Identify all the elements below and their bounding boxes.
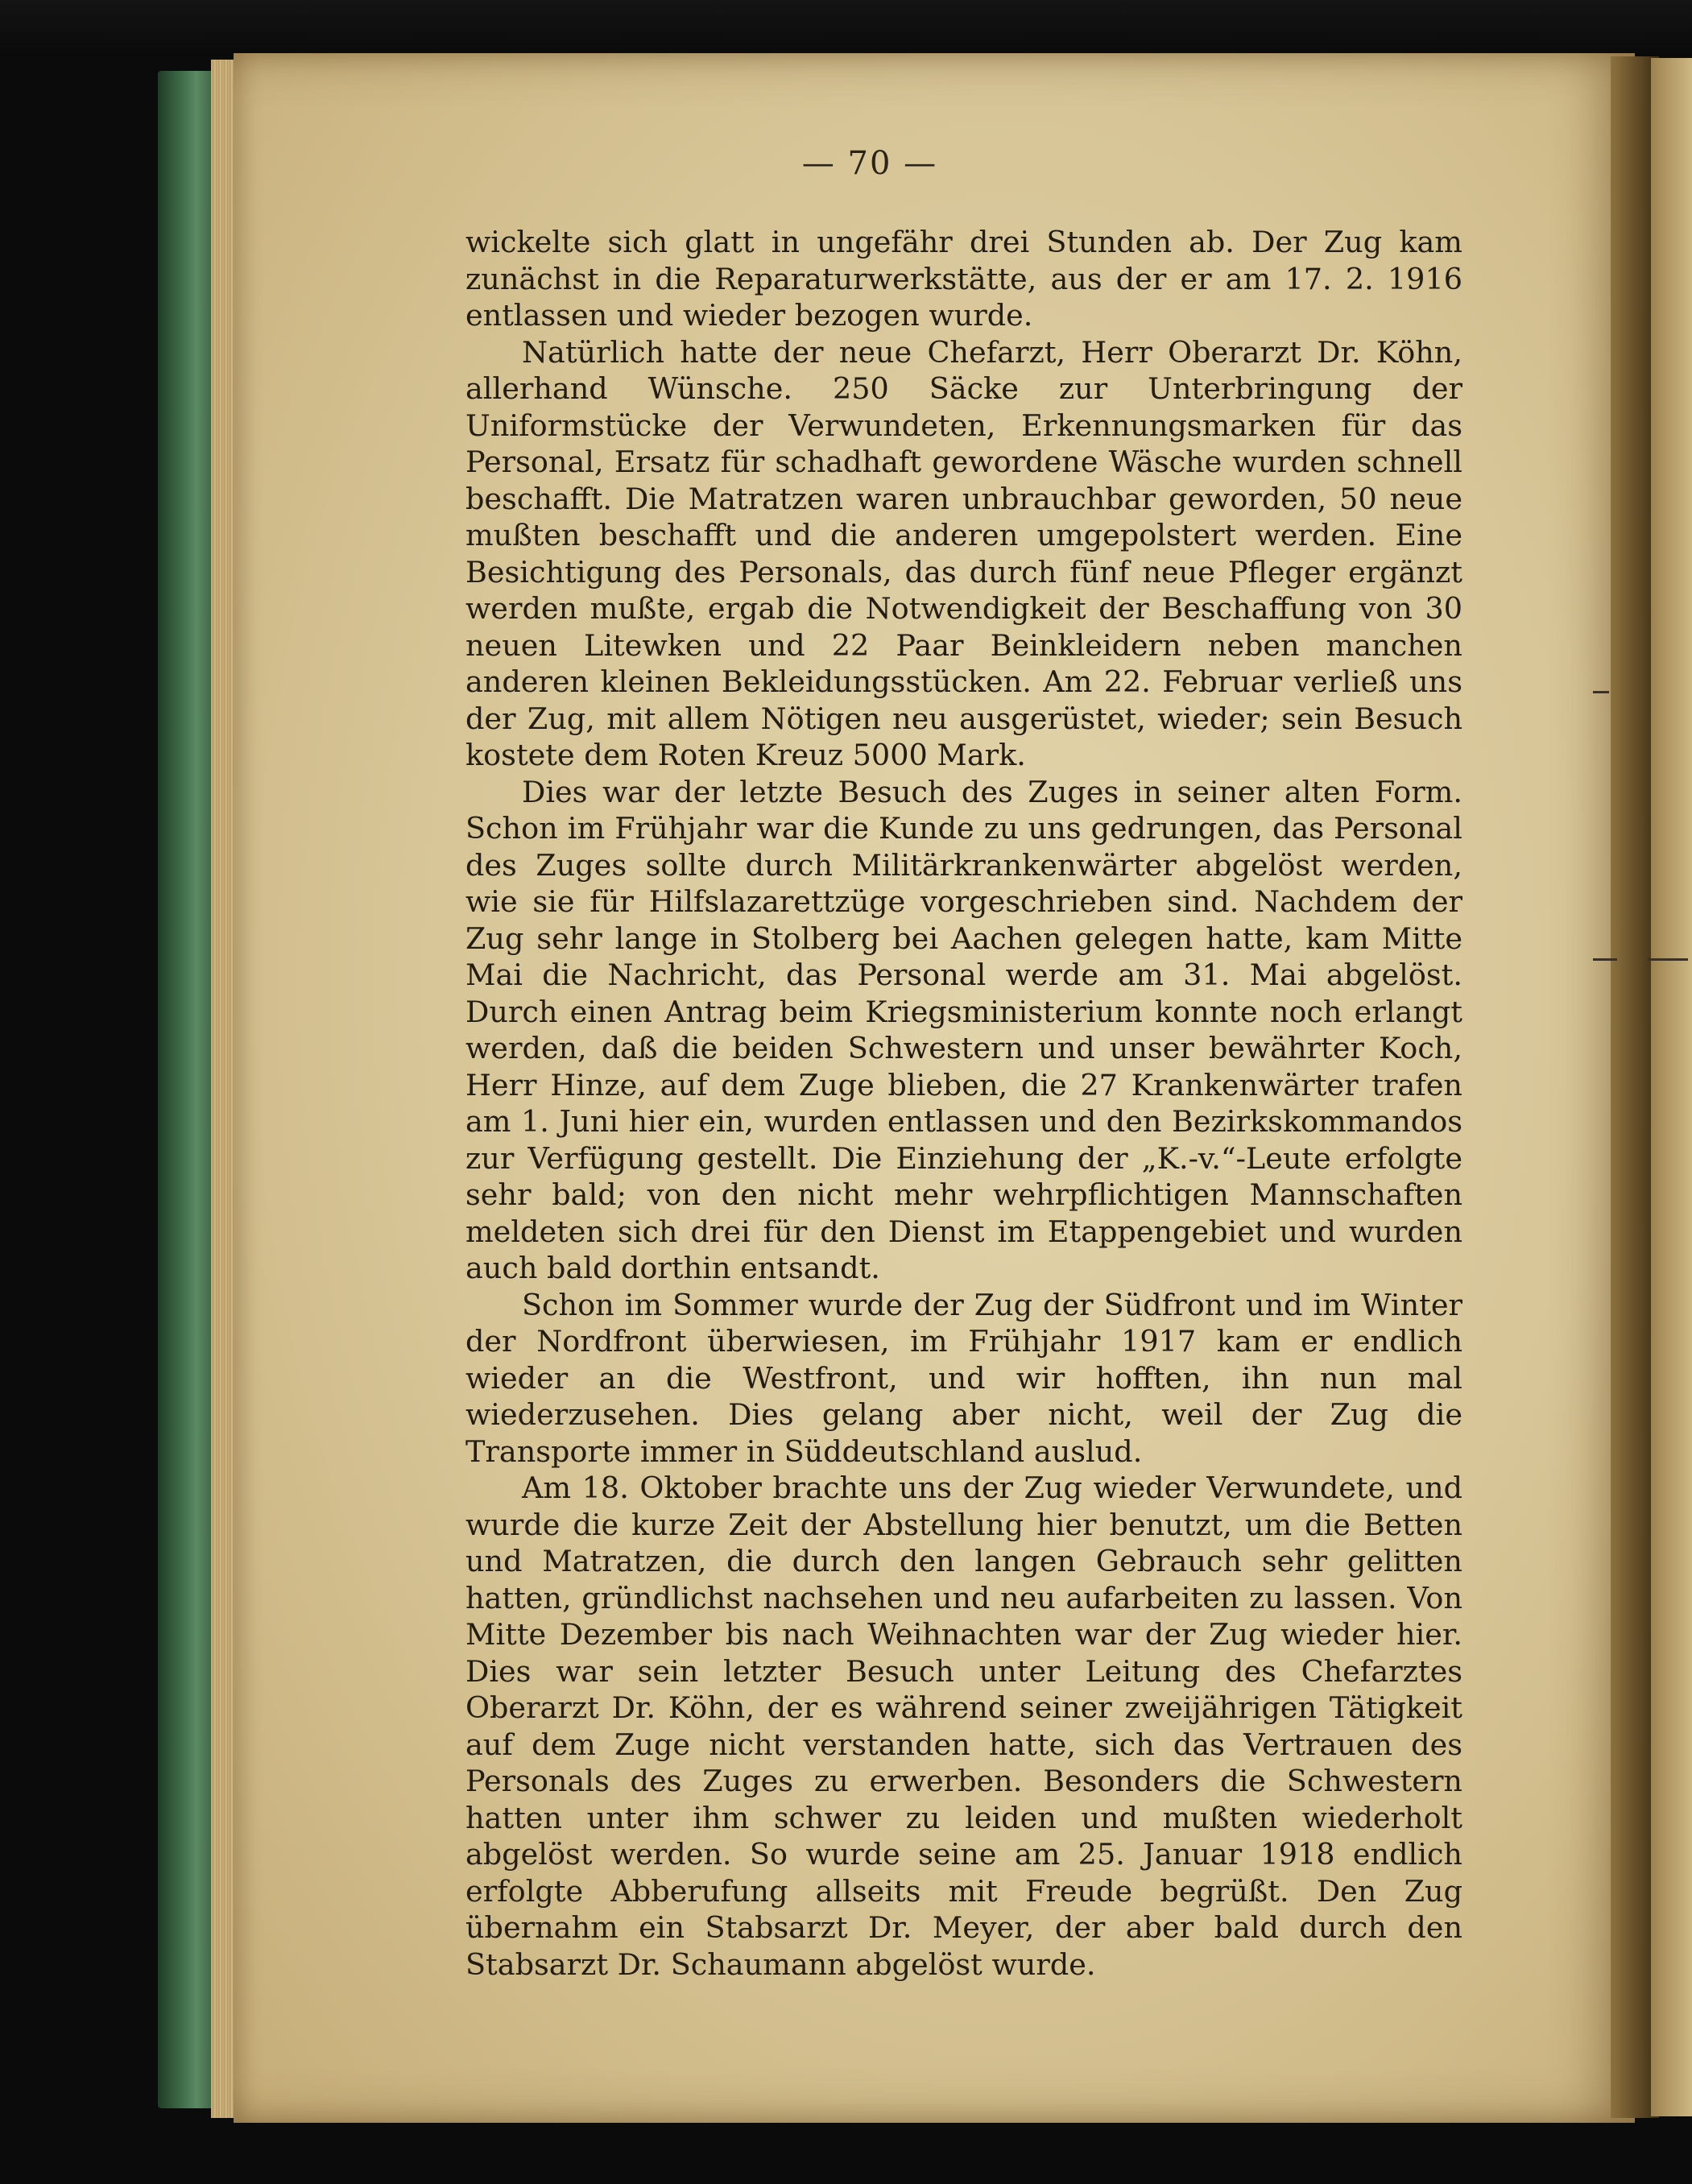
margin-mark [1593, 691, 1609, 693]
paragraph: Schon im Sommer wurde der Zug der Südfront und im Winter der Nordfront überwiesen, im Frühjahr 1917 kam er endlich wieder an die Westfront, und wir hofften, ihn nun mal wiederzusehen. Dies gelang aber nicht, weil der Zug die Transporte immer in Süddeutschland auslud. [465, 1287, 1462, 1469]
margin-mark [1593, 958, 1617, 961]
paragraph: Am 18. Oktober brachte uns der Zug wieder Verwundete, und wurde die kurze Zeit der Abstellung hier benutzt, um die Betten und Matratzen, die durch den langen Gebrauch sehr gelitten hatten, gründlichst nachsehen und neu aufarbeiten zu lassen. Von Mitte Dezember bis nach Weihnachten war der Zug wieder hier. Dies war sein letzter Besuch unter Leitung des Chefarztes Oberarzt Dr. Köhn, der es während seiner zweijährigen Tätigkeit auf dem Zuge nicht verstanden hatte, sich das Vertrauen des Personals des Zuges zu erwerben. Besonders die Schwestern hatten unter ihm schwer zu leiden und mußten wiederholt abgelöst werden. So wurde seine am 25. Januar 1918 endlich erfolgte Abberufung allseits mit Freude begrüßt. Den Zug übernahm ein Stabsarzt Dr. Meyer, der aber bald durch den Stabsarzt Dr. Schaumann abgelöst wurde. [465, 1470, 1462, 1982]
paragraph: Natürlich hatte der neue Chefarzt, Herr Oberarzt Dr. Köhn, allerhand Wünsche. 250 Säcke zur Unterbringung der Uniformstücke der Verwundeten, Erkennungsmarken für das Personal, Ersatz für schadhaft gewordene Wäsche wurden schnell beschafft. Die Matratzen waren unbrauchbar geworden, 50 neue mußten beschafft und die anderen umgepolstert werden. Eine Besichtigung des Personals, das durch fünf neue Pfleger ergänzt werden mußte, ergab die Notwendigkeit der Beschaffung von 30 neuen Litewken und 22 Paar Beinkleidern neben manchen anderen kleinen Bekleidungsstücken. Am 22. Februar verließ uns der Zug, mit allem Nötigen neu ausgerüstet, wieder; sein Besuch kostete dem Roten Kreuz 5000 Mark. [465, 334, 1462, 772]
margin-mark [1648, 958, 1688, 961]
background-top [0, 0, 1692, 56]
body-text [465, 224, 1462, 1983]
next-page-edge [1651, 58, 1692, 2116]
page-number: — 70 — [801, 145, 938, 182]
paragraph: wickelte sich glatt in ungefähr drei Stunden ab. Der Zug kam zunächst in die Reparaturwerkstätte, aus der er am 17. 2. 1916 entlassen und wieder bezogen wurde. [465, 225, 1462, 333]
paragraph: Dies war der letzte Besuch des Zuges in seiner alten Form. Schon im Frühjahr war die Kunde zu uns gedrungen, das Personal des Zuges sollte durch Militärkrankenwärter abgelöst werden, wie sie für Hilfslazarettzüge vorgeschrieben sind. Nachdem der Zug sehr lange in Stolberg bei Aachen gelegen hatte, kam Mitte Mai die Nachricht, das Personal werde am 31. Mai abgelöst. Durch einen Antrag beim Kriegsministerium konnte noch erlangt werden, daß die beiden Schwestern und unser bewährter Koch, Herr Hinze, auf dem Zuge blieben, die 27 Krankenwärter trafen am 1. Juni hier ein, wurden entlassen und den Bezirkskommandos zur Verfügung gestellt. Die Einziehung der „K.-v.“-Leute erfolgte sehr bald; von den nicht mehr wehrpflichtigen Mannschaften meldeten sich drei für den Dienst im Etappengebiet und wurden auch bald dorthin entsandt. [465, 774, 1462, 1285]
